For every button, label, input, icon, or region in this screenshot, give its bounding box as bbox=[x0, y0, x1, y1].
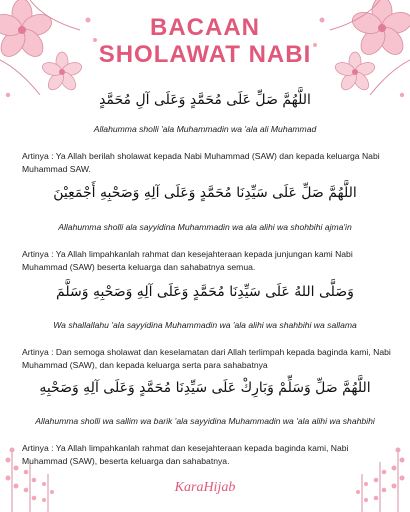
brand-logo bbox=[0, 480, 410, 496]
arabic-text-2: اللَّهُمَّ صَلِّ عَلَى سَيِّدِنَا مُحَمَّدٍ وَعَلَى آلِهِ وَصَحْبِهِ أَجْمَعِيْنَ bbox=[53, 185, 357, 201]
latin-transliteration-3: Wa shallallahu 'ala sayyidina Muhammadin wa 'ala alihi wa shahbihi wa sallama bbox=[53, 320, 357, 330]
arabic-text-3: وَصَلَّى اللهُ عَلَى سَيِّدِنَا مُحَمَّدٍ وَعَلَى آلِهِ وَصَحْبِهِ وَسَلَّمَ bbox=[56, 284, 354, 300]
logo-text: KaraHijab bbox=[174, 480, 236, 495]
translation-3: Artinya : Dan semoga sholawat dan keselamatan dari Allah terlimpah kepada baginda kami, Nabi Muhammad (SAW), dan kepada keluarga serta para sahabatnya bbox=[22, 347, 391, 370]
page-title bbox=[0, 14, 410, 68]
latin-transliteration-1: Allahumma sholli 'ala Muhammadin wa 'ala ali Muhammad bbox=[93, 124, 317, 134]
arabic-text-4: اللَّهُمَّ صَلِّ وَسَلِّمْ وَبَارِكْ عَلَى سَيِّدِنَا مُحَمَّدٍ وَعَلَى آلِهِ وَصَحْبِهِ bbox=[39, 380, 371, 396]
title-line-2: SHOLAWAT NABI bbox=[98, 41, 312, 68]
translation-2: Artinya : Ya Allah limpahkanlah rahmat dan kesejahteraan kepada junjungan kami Nabi Muhammad (SAW) beserta keluarga dan sahabatnya semua. bbox=[22, 249, 353, 272]
title-line-1: BACAAN bbox=[150, 14, 260, 41]
translation-1: Artinya : Ya Allah berilah sholawat kepada Nabi Muhammad (SAW) dan kepada keluarga Nabi Muhammad SAW. bbox=[22, 151, 380, 174]
arabic-text-1: اللَّهُمَّ صَلِّ عَلَى مُحَمَّدٍ وَعَلَى آلِ مُحَمَّدٍ bbox=[99, 92, 311, 108]
latin-transliteration-2: Allahumma sholli ala sayyidina Muhammadin wa ala alihi wa shohbihi ajma'in bbox=[58, 222, 352, 232]
translation-4: Artinya : Ya Allah limpahkanlah rahmat dan kesejahteraan kepada baginda kami, Nabi Muhammad (SAW), beserta keluarga dan sahabatnya. bbox=[22, 443, 349, 466]
latin-transliteration-4: Allahumma sholli wa sallim wa barik 'ala sayyidina Muhammadin wa 'ala alihi wa shahbihi bbox=[35, 416, 375, 426]
